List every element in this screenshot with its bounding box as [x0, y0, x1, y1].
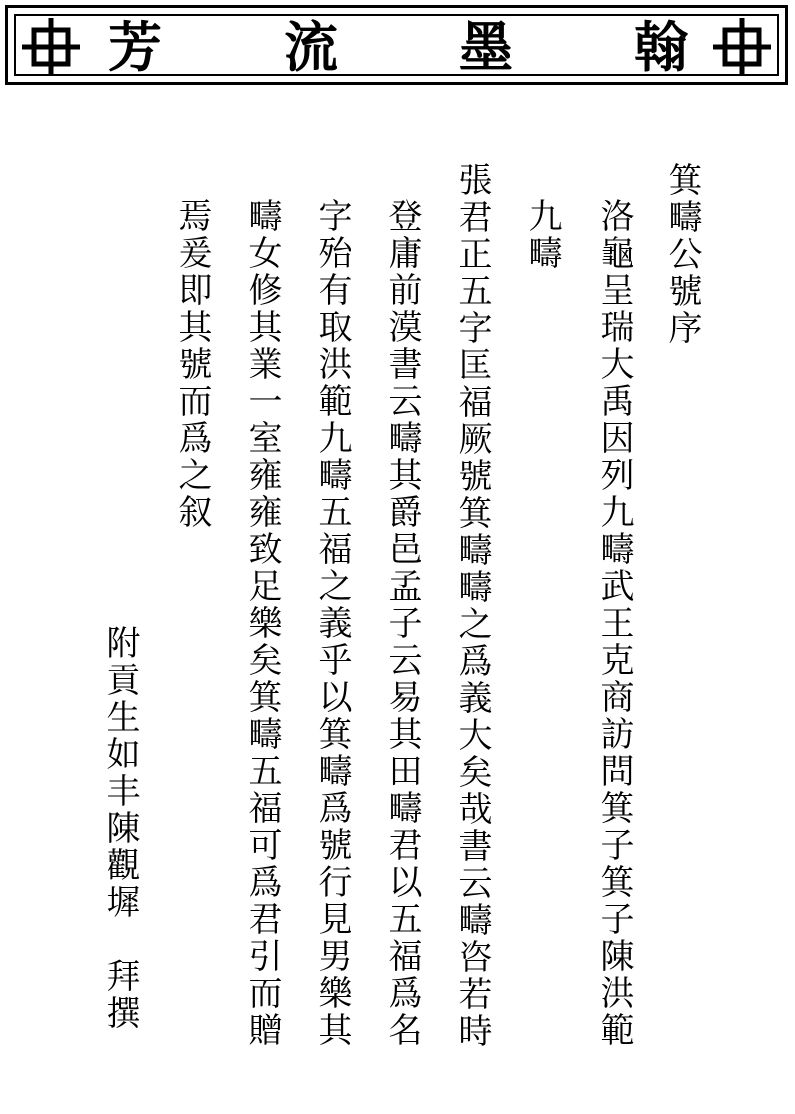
text-column: 洛龜呈瑞大禹因列九疇武王克商訪問箕子箕子陳洪範 [594, 198, 634, 1049]
banner-title-char-4: 翰 [634, 15, 688, 79]
banner-title-char-1: 芳 [108, 15, 162, 79]
text-column: 張君正五字匡福厥號箕疇疇之爲義大矣哉書云疇咨若時 [452, 162, 492, 1050]
banner-title-char-2: 流 [284, 15, 338, 79]
text-column: 字殆有取洪範九疇五福之義乎以箕疇爲號行見男樂其 [312, 198, 352, 1049]
text-column: 焉爰即其號而爲之叙 [172, 198, 212, 531]
text-column: 疇女修其業一室雍雍致足樂矣箕疇五福可爲君引而贈 [242, 198, 282, 1049]
lattice-corner-icon [711, 16, 773, 78]
lattice-corner-icon [20, 16, 82, 78]
text-column-title: 箕疇公號序 [662, 162, 702, 347]
author-signature-column: 附貢生如丰陳觀墀 拜撰 [100, 625, 140, 1032]
text-column: 登庸前漠書云疇其爵邑孟子云易其田疇君以五福爲名 [382, 198, 422, 1049]
title-banner [5, 5, 788, 85]
text-column: 九疇 [522, 198, 562, 272]
banner-title-char-3: 墨 [459, 15, 513, 79]
